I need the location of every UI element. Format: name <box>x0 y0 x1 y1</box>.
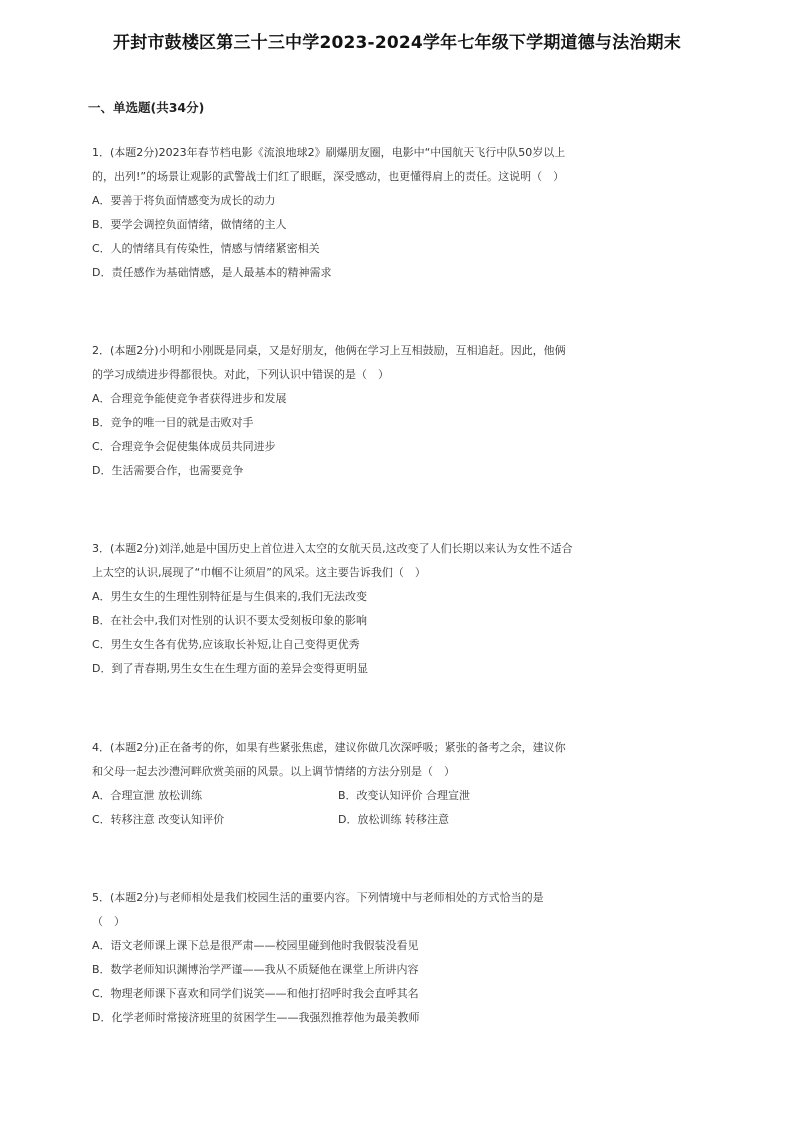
question-2 <box>92 339 592 483</box>
question-stem <box>92 339 592 387</box>
option-a: A．合理竞争能使竞争者获得进步和发展 <box>92 392 287 405</box>
option-c: C．合理竞争会促使集体成员共同进步 <box>92 440 276 453</box>
stem-line: 5．(本题2分)与老师相处是我们校园生活的重要内容。下列情境中与老师相处的方式恰当的是 <box>92 891 544 904</box>
question-stem <box>92 736 592 784</box>
option-b: B．改变认知评价 合理宣泄 <box>338 789 471 802</box>
option-c: C．男生女生各有优势,应该取长补短,让自己变得更优秀 <box>92 638 360 651</box>
option-grid <box>92 784 592 832</box>
section-heading: 一、单选题(共34分) <box>88 100 205 115</box>
stem-line: 的学习成绩进步得都很快。对此，下列认识中错误的是（ ） <box>92 368 389 381</box>
option-a: A．语文老师课上课下总是很严肃——校园里碰到他时我假装没看见 <box>92 939 419 952</box>
option-c: C．物理老师课下喜欢和同学们说笑——和他打招呼时我会直呼其名 <box>92 987 419 1000</box>
option-d: D．生活需要合作，也需要竞争 <box>92 464 244 477</box>
question-stem <box>92 141 592 189</box>
question-4 <box>92 736 592 832</box>
stem-line: 1．(本题2分)2023年春节档电影《流浪地球2》刷爆朋友圈，电影中“中国航天飞行中队50岁以上 <box>92 146 566 159</box>
stem-line: 4．(本题2分)正在备考的你，如果有些紧张焦虑，建议你做几次深呼吸；紧张的备考之余，建议你 <box>92 741 566 754</box>
stem-line: 和父母一起去沙澧河畔欣赏美丽的风景。以上调节情绪的方法分别是（ ） <box>92 765 455 778</box>
question-stem <box>92 537 592 585</box>
stem-line: 3．(本题2分)刘洋,她是中国历史上首位进入太空的女航天员,这改变了人们长期以来认为女性不适合 <box>92 542 573 555</box>
stem-line: 上太空的认识,展现了“巾帼不让须眉”的风采。这主要告诉我们（ ） <box>92 566 426 579</box>
option-b: B．竞争的唯一目的就是击败对手 <box>92 416 254 429</box>
question-5 <box>92 886 592 1030</box>
document-title: 开封市鼓楼区第三十三中学2023-2024学年七年级下学期道德与法治期末 <box>113 33 681 53</box>
option-b: B．数学老师知识渊博治学严谨——我从不质疑他在课堂上所讲内容 <box>92 963 419 976</box>
option-a: A．要善于将负面情感变为成长的动力 <box>92 194 276 207</box>
question-stem <box>92 886 592 934</box>
option-c: C．转移注意 改变认知评价 <box>92 813 225 826</box>
option-d: D．放松训练 转移注意 <box>338 813 449 826</box>
question-1 <box>92 141 592 285</box>
stem-line: 的，出列!”的场景让观影的武警战士们红了眼眶，深受感动，也更懂得肩上的责任。这说明（ ） <box>92 170 565 183</box>
option-d: D．责任感作为基础情感，是人最基本的精神需求 <box>92 266 332 279</box>
question-3 <box>92 537 592 681</box>
option-a: A．男生女生的生理性别特征是与生俱来的,我们无法改变 <box>92 590 368 603</box>
option-a: A．合理宣泄 放松训练 <box>92 789 203 802</box>
option-b: B．在社会中,我们对性别的认识不要太受刻板印象的影响 <box>92 614 368 627</box>
option-c: C．人的情绪具有传染性，情感与情绪紧密相关 <box>92 242 320 255</box>
option-d: D．化学老师时常接济班里的贫困学生——我强烈推荐他为最美教师 <box>92 1011 420 1024</box>
stem-line: 2．(本题2分)小明和小刚既是同桌，又是好朋友，他俩在学习上互相鼓励，互相追赶。因此，他俩 <box>92 344 566 357</box>
option-b: B．要学会调控负面情绪，做情绪的主人 <box>92 218 287 231</box>
option-d: D．到了青春期,男生女生在生理方面的差异会变得更明显 <box>92 662 368 675</box>
stem-line: （ ） <box>92 915 125 928</box>
